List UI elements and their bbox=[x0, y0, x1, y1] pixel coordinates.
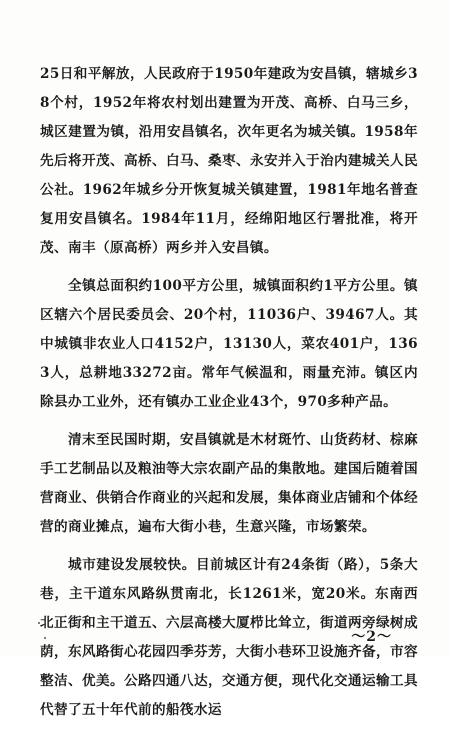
page-number: ～2～ bbox=[351, 629, 392, 645]
scan-speck bbox=[44, 637, 46, 639]
paragraph-1: 25日和平解放，人民政府于1950年建政为安昌镇，辖城乡38个村，1952年将农村划出建置为开茂、高桥、白马三乡，城区建置为镇，沿用安昌镇名，次年更名为城关镇。1958年先后将开茂、高桥、白马、桑枣、永安并入于治内建城关人民公社。1962年城乡分开恢复城关镇建置，1981年地名普查复用安昌镇名。1984年11月，经绵阳地区行署批准，将开茂、南丰（原高桥）两乡并入安昌镇。 bbox=[40, 66, 418, 256]
paragraph-4: 城市建设发展较快。目前城区计有24条街（路），5条大巷，主干道东风路纵贯南北，长1261米，宽20米。东南西北正街和主干道五、六层高楼大厦栉比耸立，街道两旁绿树成荫，东风路街心花园四季芬芳，大街小巷环卫设施齐备，市容整洁、优美。公路四通八达，交通方便，现代化交通运输工具代替了五十年代前的船筏水运 bbox=[40, 557, 418, 718]
scan-speck bbox=[38, 622, 40, 624]
paragraph-3: 清末至民国时期，安昌镇就是木材斑竹、山货药材、棕麻手工艺制品以及粮油等大宗农副产品的集散地。建国后随着国营商业、供销合作商业的兴起和发展，集体商业店铺和个体经营的商业摊点，遍布大街小巷，生意兴隆，市场繁荣。 bbox=[40, 432, 418, 535]
paragraph-2: 全镇总面积约100平方公里，城镇面积约1平方公里。镇区辖六个居民委员会、20个村，11036户、39467人。其中城镇非农业人口4152户，13130人，菜农401户，1363人，总耕地33272亩。常年气候温和，雨量充沛。镇区内除县办工业外，还有镇办工业企业43个，970多种产品。 bbox=[40, 278, 418, 410]
